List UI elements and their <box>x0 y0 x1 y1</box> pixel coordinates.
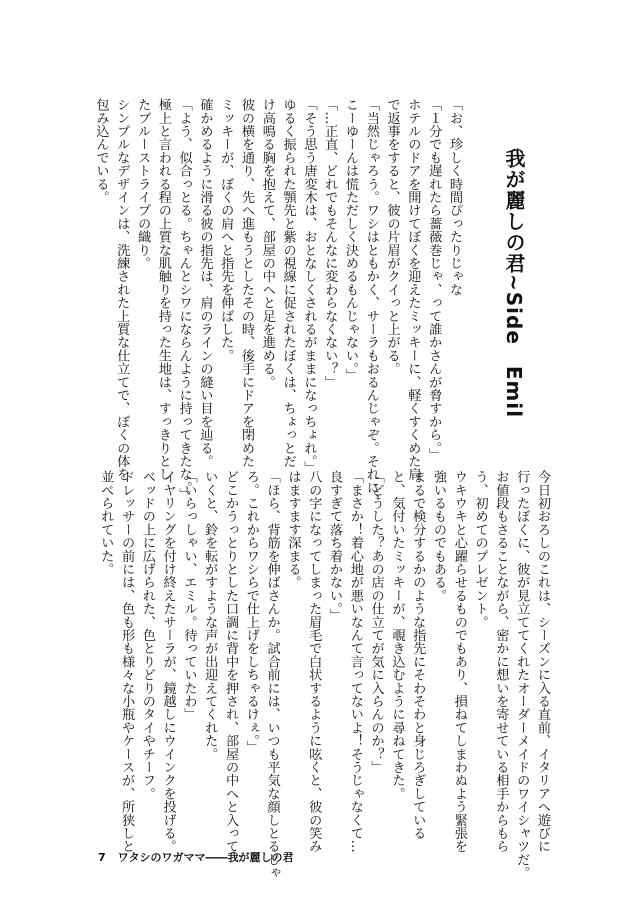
text-line: 強いるものでもある。 <box>431 470 447 602</box>
text-line: 「そう思う唐変木は、おとなしくされるがままになっちょれ。」 <box>301 98 317 475</box>
text-line: ホテルのドアを開けてぼくを迎えたミッキーに、軽くすくめた肩 <box>405 98 421 481</box>
text-line: はますます深まる。 <box>285 470 301 589</box>
text-line: 良すぎて落ち着かない。」 <box>327 470 343 622</box>
text-line: 彼の横を通り、先へ進もうとしたその時、後手にドアを閉めた <box>239 98 255 468</box>
text-line: 「いらっしゃい、エミル。待っていたわ」 <box>181 470 197 721</box>
text-line: と、気付いたミッキーが、覗き込むように尋ねてきた。 <box>389 470 405 800</box>
text-line: 行ったぼくに、彼が見立ててくれたオーダーメイドのワイシャツだ。 <box>514 470 530 880</box>
text-line: 並べられていた。 <box>98 470 114 576</box>
text-line: お値段もさることながら、密かに想いを寄せている相手からもら <box>493 470 509 853</box>
text-line: ミッキーが、ぼくの肩へと指先を伸ばした。 <box>218 98 234 362</box>
text-line: け高鳴る胸を抱えて、部屋の中へと足を進める。 <box>259 98 275 389</box>
text-line: 包み込んでいる。 <box>93 98 109 204</box>
text-line: 今日初おろしのこれは、シーズンに入る直前、イタリアへ遊びに <box>535 470 550 853</box>
text-line: で返事をすると、彼の片眉がクイっと上がる。 <box>384 98 400 376</box>
text-line: まるで検分するかのような指先にそわそわと身じろぎしている <box>410 470 426 840</box>
text-line: イヤリングを付け終えたサーラが、鏡越しにウインクを投げる。 <box>160 470 176 853</box>
text-line: う、初めてのプレゼント。 <box>472 470 488 629</box>
text-line: ドレッサーの前には、色も形も様々な小瓶やケースが、所狭しと <box>119 470 135 853</box>
text-line: 確かめるように滑る彼の指先は、肩のラインの縫い目を辿る。 <box>197 98 213 468</box>
page-footer <box>98 849 294 865</box>
text-line: ゆるく振られた顎先と紫の視線に促されたぼくは、ちょっとだ <box>280 98 296 468</box>
chapter-title: 我が麗しの君~Side Emil <box>502 148 526 419</box>
text-line: 「よう、似合っとる。ちゃんとシワにならんように持ってきたな。」 <box>176 98 192 501</box>
page-number: 7 <box>98 851 106 864</box>
text-line: ベッドの上に広げられた、色とりどりのタイやチーフ。 <box>139 470 155 800</box>
text-line: ろ。これからワシらで仕上げをしちゃるけぇ。」 <box>243 470 259 754</box>
text-line: 「お、珍しく時間ぴったりじゃな <box>447 98 462 296</box>
text-line: いくと、鈴を転がすような声が出迎えてくれた。 <box>202 470 218 761</box>
text-line: たブルーストライプの織り。 <box>135 98 151 270</box>
text-line: 「まさか！着心地が悪いなんて言ってないよ！そうじゃなくて… <box>347 470 363 853</box>
running-title: ワタシのワガママ――我が麗しの君 <box>117 851 294 864</box>
text-line: 「ほら、背筋を伸ばさんか。試合前には、いつも平気な顔しとるじゃ <box>264 470 280 880</box>
text-line: 極上と言われる程の上質な肌触りを持った生地は、すっきりとし <box>155 98 171 481</box>
text-line: 「当然じゃろう。ワシはともかく、サーラもおるんじゃぞ。それに、 <box>363 98 379 508</box>
text-line: 「どうした？あの店の仕立てが気に入らんのか？」 <box>368 470 384 774</box>
text-line: 八の字になってしまった眉毛で白状するように呟くと、彼の笑み <box>306 470 322 853</box>
text-line: こーゆーんは慌ただしく決めるもんじゃない。」 <box>343 98 359 382</box>
text-line: ウキウキと心躍らせるものでもあり、損ねてしまわぬよう緊張を <box>451 470 467 853</box>
text-line: シンプルなデザインは、洗練された上質な仕立てで、ぼくの体を <box>114 98 130 481</box>
text-line: どこかうっとりとした口調に背中を押され、部屋の中へと入って <box>223 470 239 853</box>
text-line: 「…正直、どれでもそんなに変わらなくない？」 <box>322 98 338 389</box>
top-text-block <box>92 98 464 508</box>
text-line: 「１分でも遅れたら薔薇巻じゃ、って誰かさんが脅すから。」 <box>426 98 442 461</box>
